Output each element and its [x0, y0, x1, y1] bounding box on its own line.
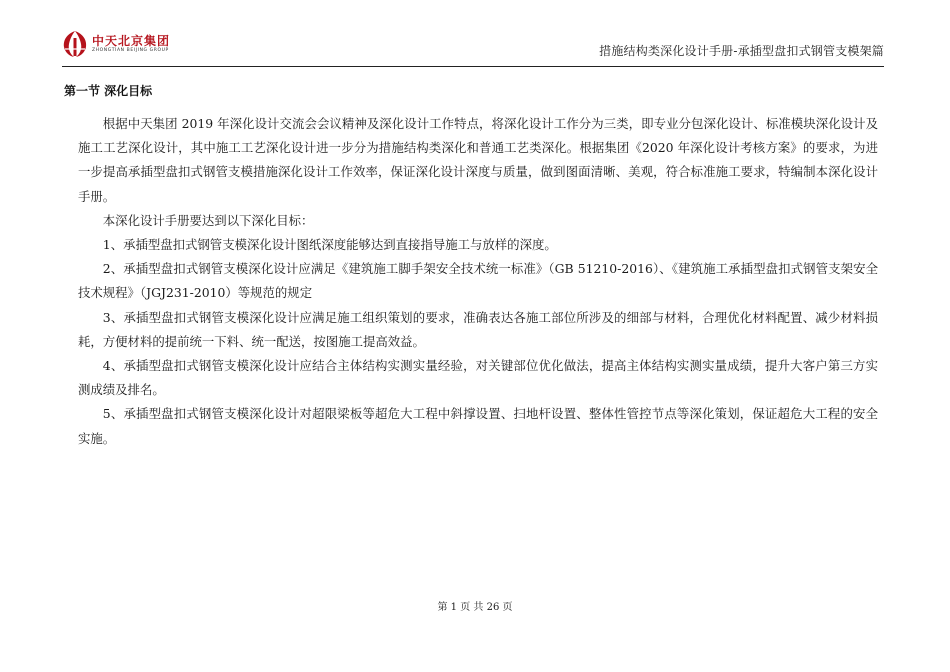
page-number-footer: 第 1 页 共 26 页 [437, 602, 513, 613]
goal-item-2: 2、承插型盘扣式钢管支模深化设计应满足《建筑施工脚手架安全技术统一标准》（GB 51210-2016）、《建筑施工承插型盘扣式钢管支架安全技术规程》（JGJ231-2010）等规范的规定 [78, 261, 878, 301]
goal-item-4: 4、承插型盘扣式钢管支模深化设计应结合主体结构实测实量经验，对关键部位优化做法，提高主体结构实测实量成绩，提升大客户第三方实测成绩及排名。 [78, 358, 878, 398]
body-content [78, 112, 878, 451]
goal-item-1: 1、承插型盘扣式钢管支模深化设计图纸深度能够达到直接指导施工与放样的深度。 [102, 237, 557, 253]
goals-lead-paragraph: 本深化设计手册要达到以下深化目标： [102, 212, 314, 228]
logo-chinese-name: 中天北京集团 [92, 34, 171, 48]
zhongtian-logo-icon [62, 30, 88, 58]
document-title: 措施结构类深化设计手册-承插型盘扣式钢管支模架篇 [599, 44, 884, 58]
section-heading: 第一节 深化目标 [64, 84, 153, 98]
company-logo [62, 29, 170, 59]
page-header [62, 26, 884, 67]
intro-paragraph: 根据中天集团 2019 年深化设计交流会会议精神及深化设计工作特点，将深化设计工作分为三类，即专业分包深化设计、标准模块深化设计及施工工艺深化设计，其中施工工艺深化设计进一步分为措施结构类深化和普通工艺类深化。根据集团《2020 年深化设计考核方案》的要求，为进一步提高承插型盘扣式钢管支模措施深化设计工作效率，保证深化设计深度与质量，做到图面清晰、美观，符合标准施工要求，特编制本深化设计手册。 [78, 116, 878, 204]
goal-item-3: 3、承插型盘扣式钢管支模深化设计应满足施工组织策划的要求，准确表达各施工部位所涉及的细部与材料，合理优化材料配置、减少材料损耗，方便材料的提前统一下料、统一配送，按图施工提高效益。 [78, 309, 878, 349]
logo-english-name: ZHONGTIAN BEIJING GROUP [92, 48, 169, 53]
goal-item-5: 5、承插型盘扣式钢管支模深化设计对超限梁板等超危大工程中斜撑设置、扫地杆设置、整体性管控节点等深化策划，保证超危大工程的安全实施。 [78, 406, 878, 446]
